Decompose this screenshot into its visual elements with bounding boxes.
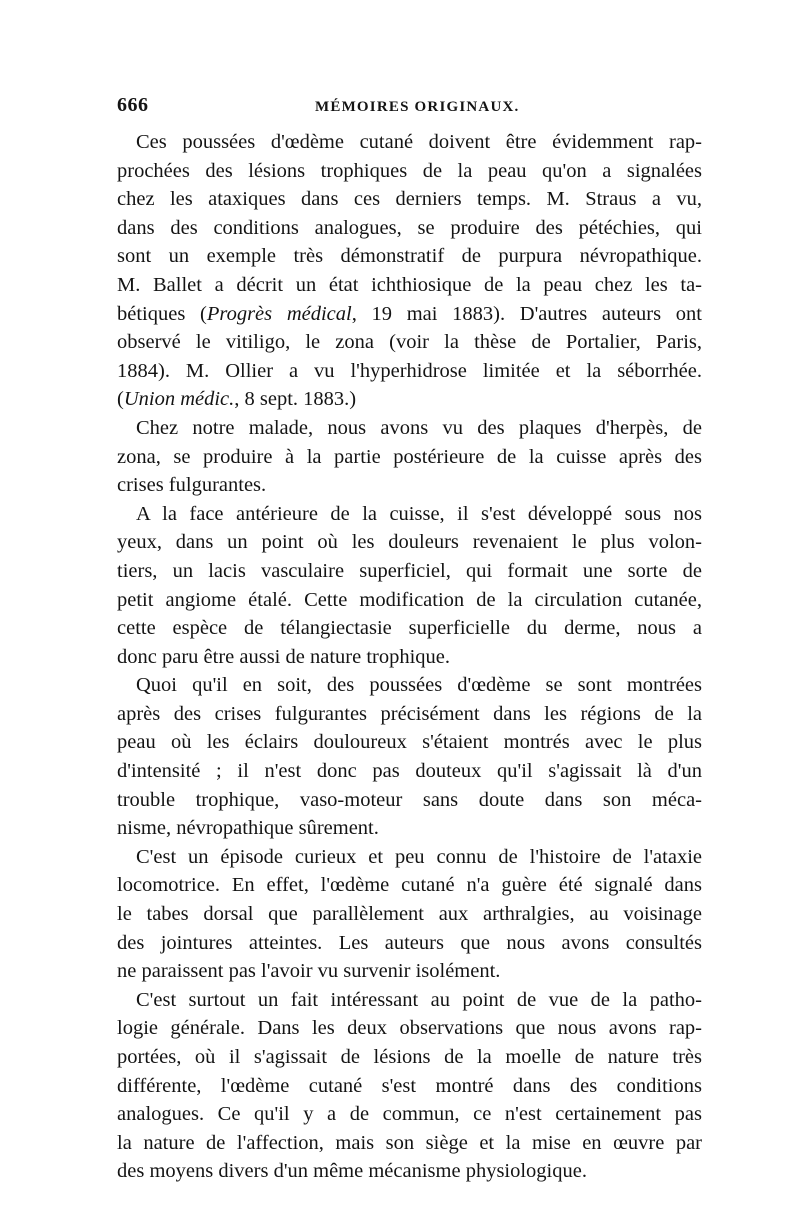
text-line: prochées des lésions trophiques de la peau qu'on a signalées <box>117 159 702 182</box>
running-title: MÉMOIRES ORIGINAUX. <box>315 99 520 115</box>
text-line: Ces poussées d'œdème cutané doivent être évidemment rap- <box>136 131 702 153</box>
text-line: chez les ataxiques dans ces derniers temps. M. Straus a vu, <box>117 188 702 211</box>
text-line: la nature de l'affection, mais son siège et la mise en œuvre par <box>117 1131 702 1154</box>
text-line: cette espèce de télangiectasie superficielle du derme, nous a <box>117 617 702 640</box>
text-line: observé le vitiligo, le zona (voir la thèse de Portalier, Paris, <box>117 331 702 354</box>
text-line: logie générale. Dans les deux observations que nous avons rap- <box>117 1017 702 1040</box>
text-line: des moyens divers d'un même mécanisme physiologique. <box>117 1160 587 1183</box>
text-line: nisme, névropathique sûrement. <box>117 817 379 840</box>
text-line: après des crises fulgurantes précisément dans les régions de la <box>117 702 702 725</box>
text-line: crises fulgurantes. <box>117 474 267 497</box>
page-number: 666 <box>117 94 149 116</box>
body-text <box>117 128 702 1186</box>
text-line: des jointures atteintes. Les auteurs que nous avons consultés <box>117 931 702 954</box>
text-line: portées, où il s'agissait de lésions de la moelle de nature très <box>117 1046 702 1068</box>
text-line: dans des conditions analogues, se produire des pétéchies, qui <box>117 216 702 239</box>
text-line: donc paru être aussi de nature trophique. <box>117 645 451 668</box>
text-line: 1884). M. Ollier a vu l'hyperhidrose limitée et la séborrhée. <box>117 359 702 382</box>
italic-citation: Progrès médical <box>206 302 352 325</box>
text-line: petit angiome étalé. Cette modification de la circulation cutanée, <box>117 588 702 611</box>
text-line: (Union médic., 8 sept. 1883.) <box>117 388 357 411</box>
text-line: bétiques (Progrès médical, 19 mai 1883). D'autres auteurs ont <box>117 302 702 325</box>
text-line: peau où les éclairs douloureux s'étaient montrés avec le plus <box>117 731 702 754</box>
text-line: M. Ballet a décrit un état ichthiosique de la peau chez les ta- <box>117 273 702 296</box>
text-line: sont un exemple très démonstratif de purpura névropathique. <box>117 245 702 268</box>
italic-citation: Union médic. <box>123 388 235 411</box>
text-line: différente, l'œdème cutané s'est montré dans des conditions <box>117 1074 702 1097</box>
text-line: C'est un épisode curieux et peu connu de l'histoire de l'ataxie <box>136 845 702 868</box>
text-line: yeux, dans un point où les douleurs revenaient le plus volon- <box>117 531 702 554</box>
text-line: le tabes dorsal que parallèlement aux arthralgies, au voisinage <box>117 903 702 926</box>
text-line: locomotrice. En effet, l'œdème cutané n'a guère été signalé dans <box>117 874 702 897</box>
text-line: C'est surtout un fait intéressant au point de vue de la patho- <box>136 988 702 1011</box>
text-line: analogues. Ce qu'il y a de commun, ce n'est certainement pas <box>117 1103 702 1126</box>
text-line: ne paraissent pas l'avoir vu survenir isolément. <box>117 960 501 983</box>
text-line: Chez notre malade, nous avons vu des plaques d'herpès, de <box>136 416 702 439</box>
text-line: zona, se produire à la partie postérieure de la cuisse après des <box>117 445 702 468</box>
text-line: trouble trophique, vaso-moteur sans doute dans son méca- <box>117 788 702 811</box>
text-line: tiers, un lacis vasculaire superficiel, qui formait une sorte de <box>117 559 702 582</box>
text-line: Quoi qu'il en soit, des poussées d'œdème se sont montrées <box>136 674 702 697</box>
text-line: d'intensité ; il n'est donc pas douteux qu'il s'agissait là d'un <box>117 760 702 783</box>
page-header <box>117 94 702 120</box>
text-line: A la face antérieure de la cuisse, il s'est développé sous nos <box>136 502 702 525</box>
